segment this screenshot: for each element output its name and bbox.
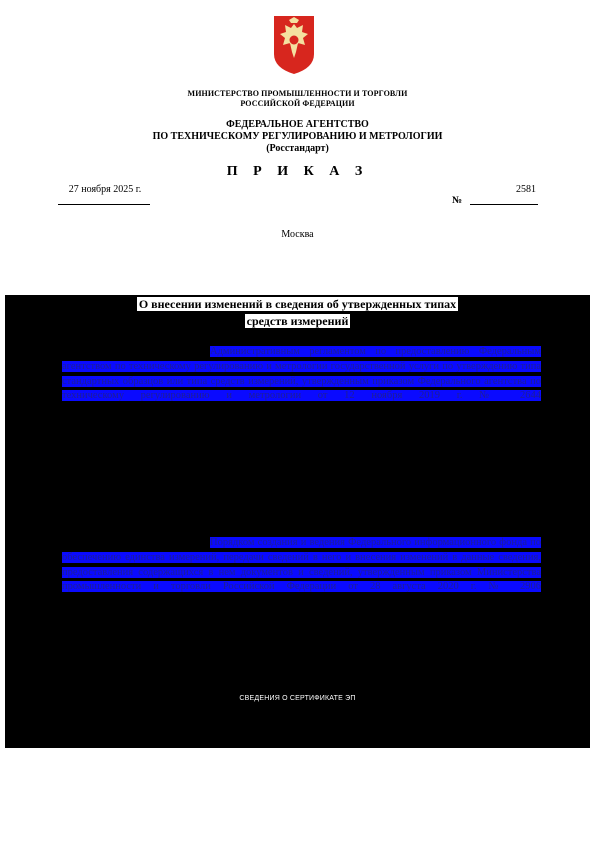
city: Москва bbox=[281, 229, 314, 240]
paragraph-1 bbox=[62, 345, 541, 404]
certificate-info: СВЕДЕНИЯ О СЕРТИФИКАТЕ ЭП bbox=[239, 695, 356, 702]
subject-line-1: О внесении изменений в сведения об утвержденных типах bbox=[138, 297, 457, 311]
agency-line-3: (Росстандарт) bbox=[266, 143, 329, 154]
ministry-line-2: РОССИЙСКОЙ ФЕДЕРАЦИИ bbox=[240, 99, 355, 108]
number-underline bbox=[470, 204, 538, 205]
coat-of-arms-icon bbox=[272, 14, 316, 76]
paragraph-2-text: Порядком создания и ведения Федерального информационного фонда по обеспечению единства измерений, передачи сведений в него и внесения изменений в данные сведения, предоставления содержащихся в нем документов и сведений, утвержденным приказом Министерства промышленности и торговли Российской Федерации от 28 августа 2020 г. № 2906 bbox=[62, 537, 541, 593]
order-subject bbox=[0, 296, 595, 330]
paragraph-2 bbox=[62, 536, 541, 595]
agency-name bbox=[0, 119, 595, 155]
ministry-name bbox=[0, 89, 595, 109]
agency-line-2: ПО ТЕХНИЧЕСКОМУ РЕГУЛИРОВАНИЮ И МЕТРОЛОГИИ bbox=[152, 131, 443, 142]
order-date: 27 ноября 2025 г. bbox=[68, 184, 142, 195]
order-number: 2581 bbox=[516, 184, 536, 195]
order-title: П Р И К А З bbox=[226, 164, 369, 179]
number-sign: № bbox=[452, 195, 463, 206]
subject-line-2: средств измерений bbox=[246, 314, 349, 328]
ministry-line-1: МИНИСТЕРСТВО ПРОМЫШЛЕННОСТИ И ТОРГОВЛИ bbox=[187, 89, 408, 98]
agency-line-1: ФЕДЕРАЛЬНОЕ АГЕНТСТВО bbox=[226, 119, 369, 130]
paragraph-1-text: Административным регламентом по предоставлению Федеральным агентством по техническому регулированию и метрологии государственной услуги по утверждению типа стандартных образцов или типа средств измерений, утвержденным приказом Федерального агентства по техническому регулированию и метрологии от 12 ноября 2019 г. № 2644 bbox=[62, 346, 541, 402]
date-underline bbox=[58, 204, 150, 205]
